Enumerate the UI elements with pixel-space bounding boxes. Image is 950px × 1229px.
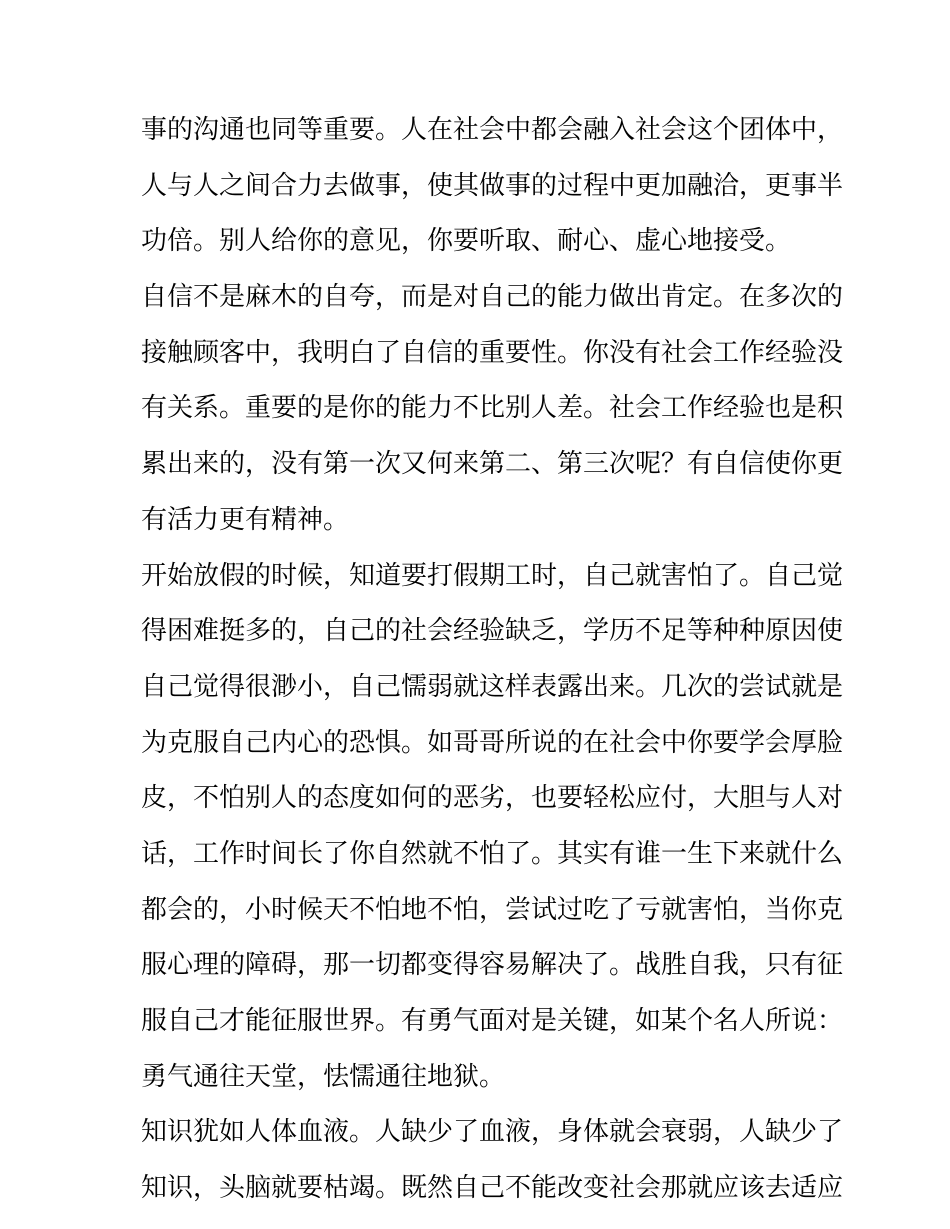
text-line: 服心理的障碍，那一切都变得容易解决了。战胜自我，只有征 bbox=[141, 950, 844, 981]
text-line: 有关系。重要的是你的能力不比别人差。社会工作经验也是积 bbox=[141, 393, 844, 424]
text-line: 接触顾客中，我明白了自信的重要性。你没有社会工作经验没 bbox=[141, 337, 844, 368]
text-line: 事的沟通也同等重要。人在社会中都会融入社会这个团体中， bbox=[141, 115, 844, 145]
text-line: 有活力更有精神。 bbox=[141, 504, 350, 535]
text-line: 自信不是麻木的自夸，而是对自己的能力做出肯定。在多次的 bbox=[141, 282, 844, 313]
text-line: 勇气通往天堂，怯懦通往地狱。 bbox=[141, 1061, 506, 1092]
text-line: 都会的，小时候天不怕地不怕，尝试过吃了亏就害怕，当你克 bbox=[141, 894, 844, 925]
text-line: 知识，头脑就要枯竭。既然自己不能改变社会那就应该去适应 bbox=[141, 1173, 844, 1204]
text-line: 话，工作时间长了你自然就不怕了。其实有谁一生下来就什么 bbox=[141, 838, 844, 869]
text-line: 服自己才能征服世界。有勇气面对是关键，如某个名人所说： bbox=[141, 1006, 844, 1036]
document-body bbox=[141, 103, 844, 1217]
text-line: 开始放假的时候，知道要打假期工时，自己就害怕了。自己觉 bbox=[141, 560, 844, 591]
text-line: 知识犹如人体血液。人缺少了血液，身体就会衰弱，人缺少了 bbox=[141, 1117, 844, 1148]
text-line: 为克服自己内心的恐惧。如哥哥所说的在社会中你要学会厚脸 bbox=[141, 727, 844, 758]
text-line: 功倍。别人给你的意见，你要听取、耐心、虚心地接受。 bbox=[141, 226, 792, 257]
text-line: 皮，不怕别人的态度如何的恶劣，也要轻松应付，大胆与人对 bbox=[141, 783, 844, 814]
text-line: 得困难挺多的，自己的社会经验缺乏，学历不足等种种原因使 bbox=[141, 616, 844, 647]
text-line: 累出来的，没有第一次又何来第二、第三次呢？有自信使你更 bbox=[141, 449, 844, 480]
text-line: 自己觉得很渺小，自己懦弱就这样表露出来。几次的尝试就是 bbox=[141, 671, 844, 702]
text-line: 人与人之间合力去做事，使其做事的过程中更加融洽，更事半 bbox=[141, 170, 844, 201]
